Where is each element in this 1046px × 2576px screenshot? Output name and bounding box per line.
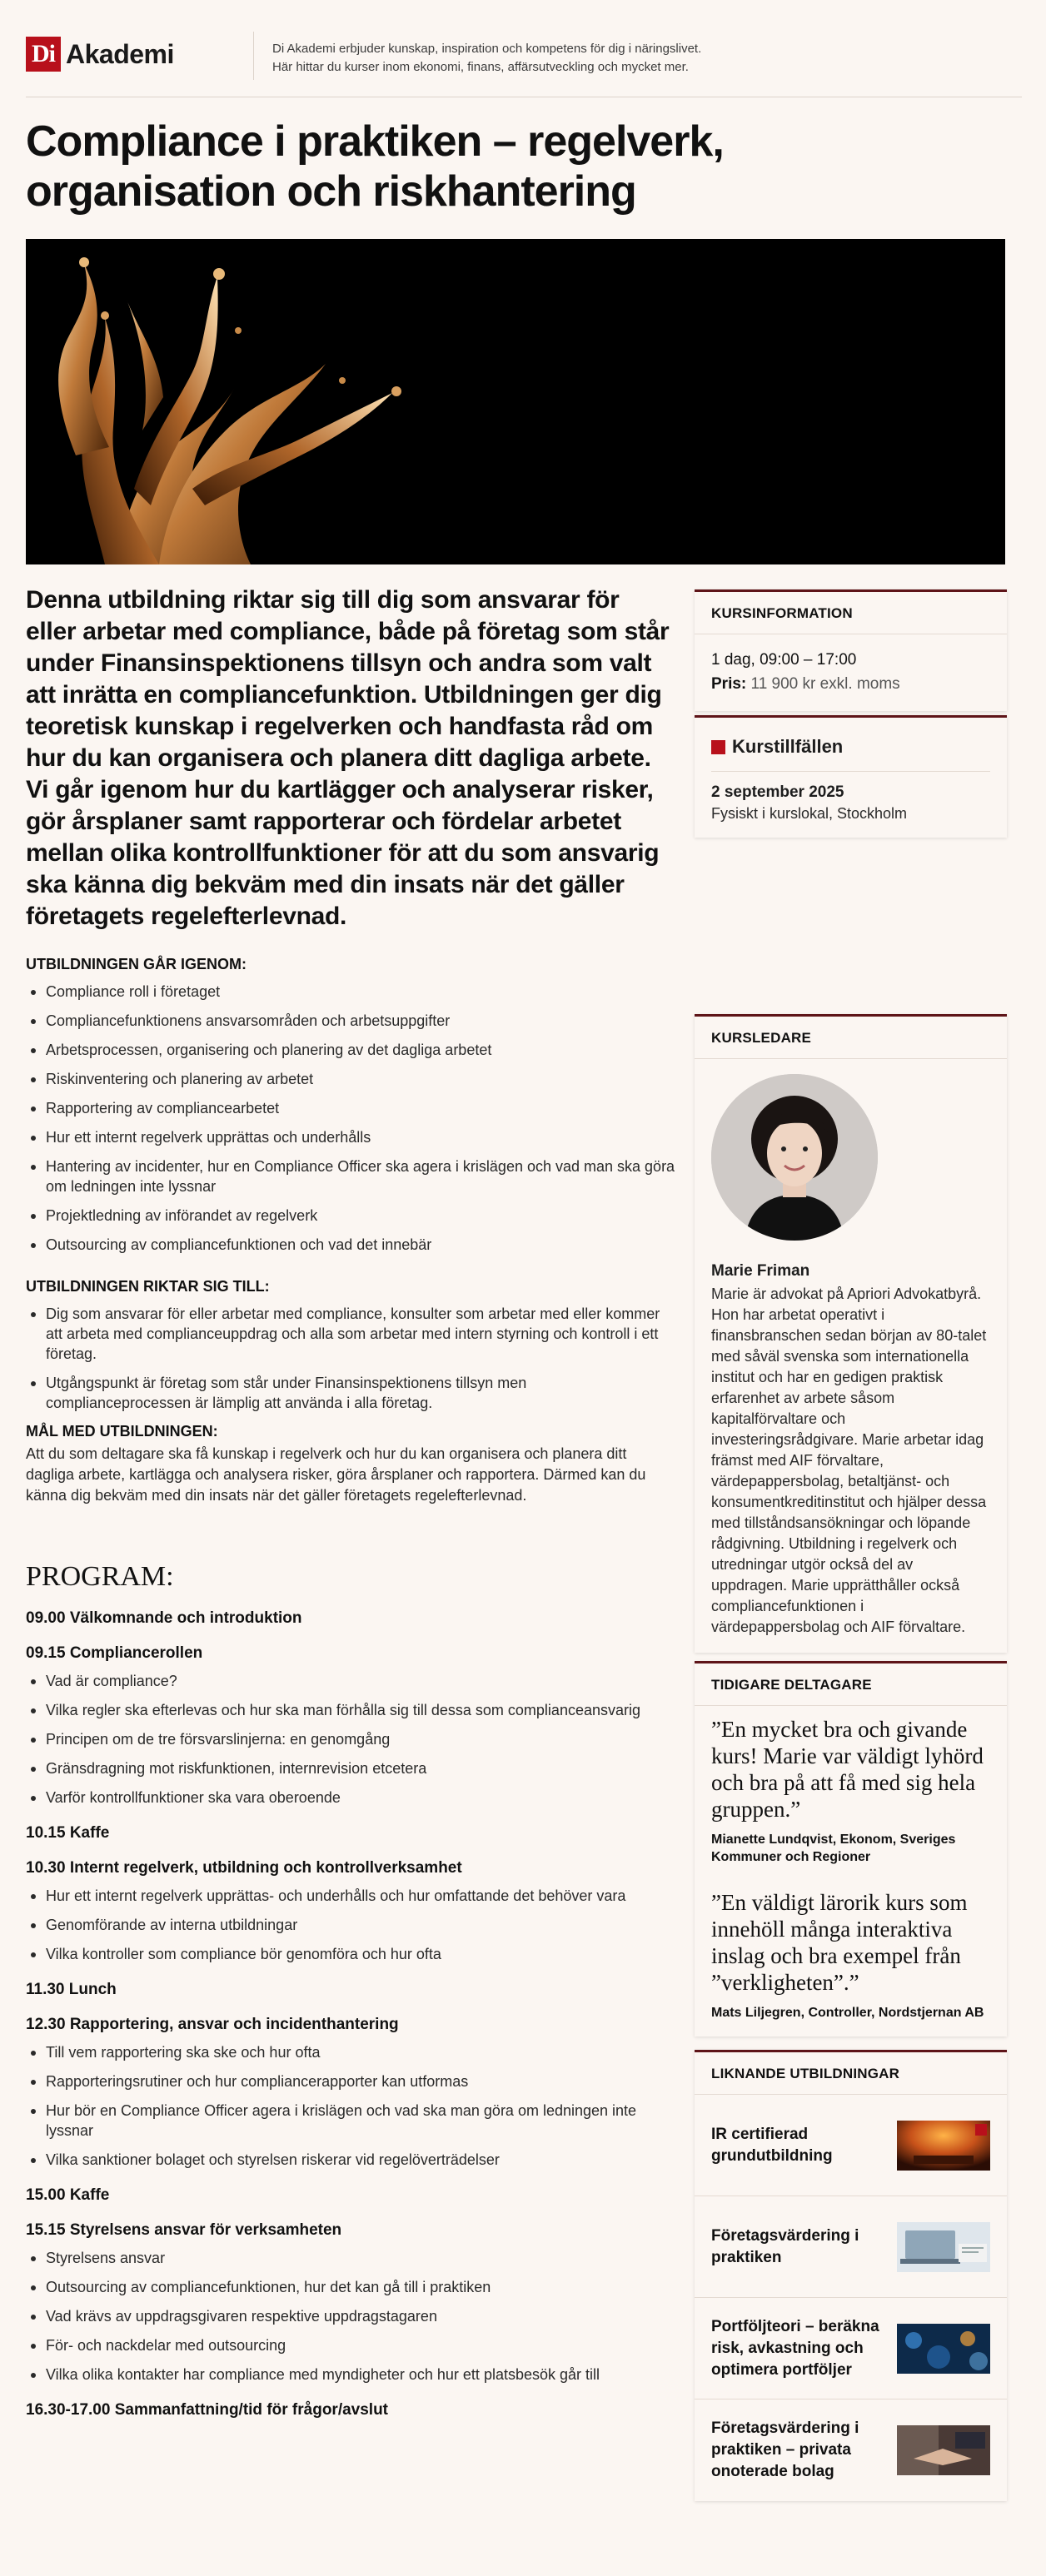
header-divider xyxy=(253,32,254,80)
program-points xyxy=(26,1886,675,1964)
list-item: Vilka sanktioner bolaget och styrelsen riskerar vid regelöverträdelser xyxy=(26,2150,675,2170)
testimonial-author: Mats Liljegren, Controller, Nordstjernan AB xyxy=(711,2006,984,2020)
hero-image xyxy=(26,239,1005,564)
course-leader-card xyxy=(695,1014,1007,1653)
leader-heading: KURSLEDARE xyxy=(695,1017,1007,1059)
portrait-image xyxy=(711,1074,878,1241)
occasion-item[interactable] xyxy=(695,772,1007,838)
list-item: Till vem rapportering ska ske och hur ofta xyxy=(26,2042,675,2062)
list-item: Outsourcing av compliancefunktionen och vad det innebär xyxy=(26,1235,675,1255)
blue-bokeh-thumb xyxy=(897,2324,990,2374)
list-item: Hantering av incidenter, hur en Compliance Officer ska agera i krislägen och vad man ska göra om ledningen inte lyssnar xyxy=(26,1156,675,1196)
list-item: Compliancefunktionens ansvarsområden och arbetsuppgifter xyxy=(26,1011,675,1031)
occasions-heading xyxy=(711,718,990,772)
list-item: Genomförande av interna utbildningar xyxy=(26,1915,675,1935)
program-item-title: 15.15 Styrelsens ansvar för verksamheten xyxy=(26,2221,342,2239)
audience-heading: UTBILDNINGEN RIKTAR SIG TILL: xyxy=(26,1278,270,1295)
occasion-date: 2 september 2025 xyxy=(711,783,844,801)
list-item: Vilka regler ska efterlevas och hur ska man förhålla sig till dessa som complianceansvarig xyxy=(26,1700,675,1720)
list-item: Rapporteringsrutiner och hur compliancerapporter kan utformas xyxy=(26,2071,675,2091)
list-item: Vad krävs av uppdragsgivaren respektive uppdragstagaren xyxy=(26,2306,675,2326)
site-header xyxy=(26,0,1022,97)
program-item-title: 10.30 Internt regelverk, utbildning och kontrollverksamhet xyxy=(26,1859,462,1877)
testimonials-card xyxy=(695,1661,1007,2036)
similar-course-link[interactable] xyxy=(695,2399,1007,2501)
program-item-title: 15.00 Kaffe xyxy=(26,2186,110,2204)
list-item: Outsourcing av compliancefunktionen, hur det kan gå till i praktiken xyxy=(26,2277,675,2297)
red-square-icon xyxy=(711,740,725,754)
similar-course-title: Företagsvärdering i praktiken xyxy=(711,2226,859,2266)
list-item: Rapportering av compliancearbetet xyxy=(26,1098,675,1118)
leader-name: Marie Friman xyxy=(711,1262,810,1280)
program-item-title: 11.30 Lunch xyxy=(26,1981,117,1998)
program-points xyxy=(26,2248,675,2385)
occasion-location: Fysiskt i kurslokal, Stockholm xyxy=(711,805,908,822)
list-item: Projektledning av införandet av regelverk xyxy=(26,1206,675,1226)
di-akademi-logo[interactable] xyxy=(26,37,174,72)
list-item: Compliance roll i företaget xyxy=(26,982,675,1002)
program-item-title: 10.15 Kaffe xyxy=(26,1824,110,1842)
list-item: Riskinventering och planering av arbetet xyxy=(26,1069,675,1089)
audience-list xyxy=(26,1304,675,1413)
course-lead: Denna utbildning riktar sig till dig som ansvarar för eller arbetar med compliance, både på företag som står under Finansinspektionens tillsyn och andra som valt att inrätta en compliancefunktion. Utbildningen ger dig teoretisk kunskap i regelverken och handfasta råd om hur du kan organisera och planera ditt dagliga arbete. Vi går igenom hur du kartlägger och analyserar risker, gör årsplaner samt rapporterar och fördelar arbetet mellan olika kontrollfunktioner för att du som ansvarig ska känna dig bekväm med din insats när det gäller företagets regelefterlevnad. xyxy=(26,586,670,930)
avatar xyxy=(711,1074,878,1241)
main-content xyxy=(26,584,675,2419)
list-item: Dig som ansvarar för eller arbetar med compliance, konsulter som arbetar med eller kommer att arbeta med complianceuppdrag och alla som arbetar med intern styrning och kontroll i ett företag. xyxy=(26,1304,675,1364)
program-item-title: 12.30 Rapportering, ansvar och incidenthantering xyxy=(26,2016,399,2033)
list-item: Varför kontrollfunktioner ska vara oberoende xyxy=(26,1788,675,1808)
similar-course-link[interactable] xyxy=(695,2196,1007,2298)
list-item: För- och nackdelar med outsourcing xyxy=(26,2335,675,2355)
list-item: Vad är compliance? xyxy=(26,1671,675,1691)
testimonial-author: Mianette Lundqvist, Ekonom, Sveriges Kommuner och Regioner xyxy=(711,1833,956,1864)
list-item: Arbetsprocessen, organisering och planering av det dagliga arbetet xyxy=(26,1040,675,1060)
price-label: Pris: xyxy=(711,675,747,693)
logo-word: Akademi xyxy=(66,38,174,69)
covers-heading: UTBILDNINGEN GÅR IGENOM: xyxy=(26,956,247,972)
list-item: Gränsdragning mot riskfunktionen, internrevision etcetera xyxy=(26,1758,675,1778)
list-item: Vilka olika kontakter har compliance med myndigheter och hur ett platsbesök går till xyxy=(26,2365,675,2385)
logo-mark: Di xyxy=(26,37,61,72)
course-duration: 1 dag, 09:00 – 17:00 xyxy=(711,651,857,669)
leader-bio: Marie är advokat på Apriori Advokatbyrå. Hon har arbetat operativt i finansbranschen sedan början av 80-talet med såväl svenska som internationella institut och har en gedigen praktisk erfarenhet av arbete såsom kapitalförvaltare och investeringsrådgivare. Marie arbetar idag främst med AIF förvaltare, värdepappersbolag, betaltjänst- och konsumentkreditinstitut och hjälper dessa med tillståndsansökningar och löpande rådgivning. Utbildning i regelverk och utredningar utgör också del av uppdragen. Marie upprätthåller också compliancefunktionen i värdepappersbolag och AIF förvaltare. xyxy=(711,1286,987,1635)
list-item: Hur ett internt regelverk upprättas- och underhålls och hur omfattande det behöver vara xyxy=(26,1886,675,1906)
list-item: Vilka kontroller som compliance bör genomföra och hur ofta xyxy=(26,1944,675,1964)
testimonial-quote: ”En mycket bra och givande kurs! Marie var väldigt lyhörd och bra på att få med sig hela gruppen.” xyxy=(711,1717,984,1822)
list-item: Hur ett internt regelverk upprättas och underhålls xyxy=(26,1127,675,1147)
goal-text: Att du som deltagare ska få kunskap i regelverk och hur du kan organisera och planera ditt dagliga arbete, kartlägga och analysera risker, göra årsplaner och rapportera. Därmed kan du känna dig bekväm med din insats när det gäller företagets regelefterlevnad. xyxy=(26,1445,646,1504)
program-heading: PROGRAM: xyxy=(26,1561,174,1592)
tagline-line-2: Här hittar du kurser inom ekonomi, finans, affärsutveckling och mycket mer. xyxy=(272,60,689,74)
list-item: Styrelsens ansvar xyxy=(26,2248,675,2268)
orange-stage-thumb xyxy=(897,2121,990,2171)
similar-course-link[interactable] xyxy=(695,2298,1007,2399)
course-occasions-card xyxy=(695,715,1007,838)
similar-courses-card xyxy=(695,2050,1007,2501)
program-points xyxy=(26,2042,675,2170)
similar-course-title: Portföljteori – beräkna risk, avkastning och optimera portföljer xyxy=(711,2317,879,2379)
list-item: Principen om de tre försvarslinjerna: en genomgång xyxy=(26,1729,675,1749)
similar-heading: LIKNANDE UTBILDNINGAR xyxy=(695,2052,1007,2095)
similar-course-link[interactable] xyxy=(695,2095,1007,2196)
testimonial-quote: ”En väldigt lärorik kurs som innehöll många interaktiva inslag och bra exempel från ”verkligheten”.” xyxy=(711,1890,968,1995)
testimonials-heading: TIDIGARE DELTAGARE xyxy=(695,1663,1007,1706)
gold-splash-illustration xyxy=(26,239,1005,564)
occasions-heading-label: Kurstillfällen xyxy=(732,736,844,757)
laptop-desk-thumb xyxy=(897,2222,990,2272)
similar-course-title: Företagsvärdering i praktiken – privata onoterade bolag xyxy=(711,2419,859,2480)
handshake-thumb xyxy=(897,2425,990,2475)
list-item: Utgångspunkt är företag som står under Finansinspektionens tillsyn men complianceprocessen är lämplig att använda i alla företag. xyxy=(26,1373,675,1413)
program-item-title: 09.15 Compliancerollen xyxy=(26,1644,203,1662)
page-title: Compliance i praktiken – regelverk, organisation och riskhantering xyxy=(26,117,724,216)
header-tagline xyxy=(272,40,814,77)
course-info-card xyxy=(695,589,1007,711)
program-item-title: 16.30-17.00 Sammanfattning/tid för frågor/avslut xyxy=(26,2401,389,2419)
program-points xyxy=(26,1671,675,1808)
program-item-title: 09.00 Välkomnande och introduktion xyxy=(26,1609,302,1627)
list-item: Hur bör en Compliance Officer agera i krislägen och vad ska man göra om ledningen inte lyssnar xyxy=(26,2101,675,2141)
similar-course-title: IR certifierad grundutbildning xyxy=(711,2125,833,2165)
covers-list xyxy=(26,982,675,1255)
course-info-heading: KURSINFORMATION xyxy=(695,592,1007,634)
goal-heading: MÅL MED UTBILDNINGEN: xyxy=(26,1423,218,1440)
price-value: 11 900 kr exkl. moms xyxy=(750,675,900,693)
tagline-line-1: Di Akademi erbjuder kunskap, inspiration och kompetens för dig i näringslivet. xyxy=(272,42,702,56)
